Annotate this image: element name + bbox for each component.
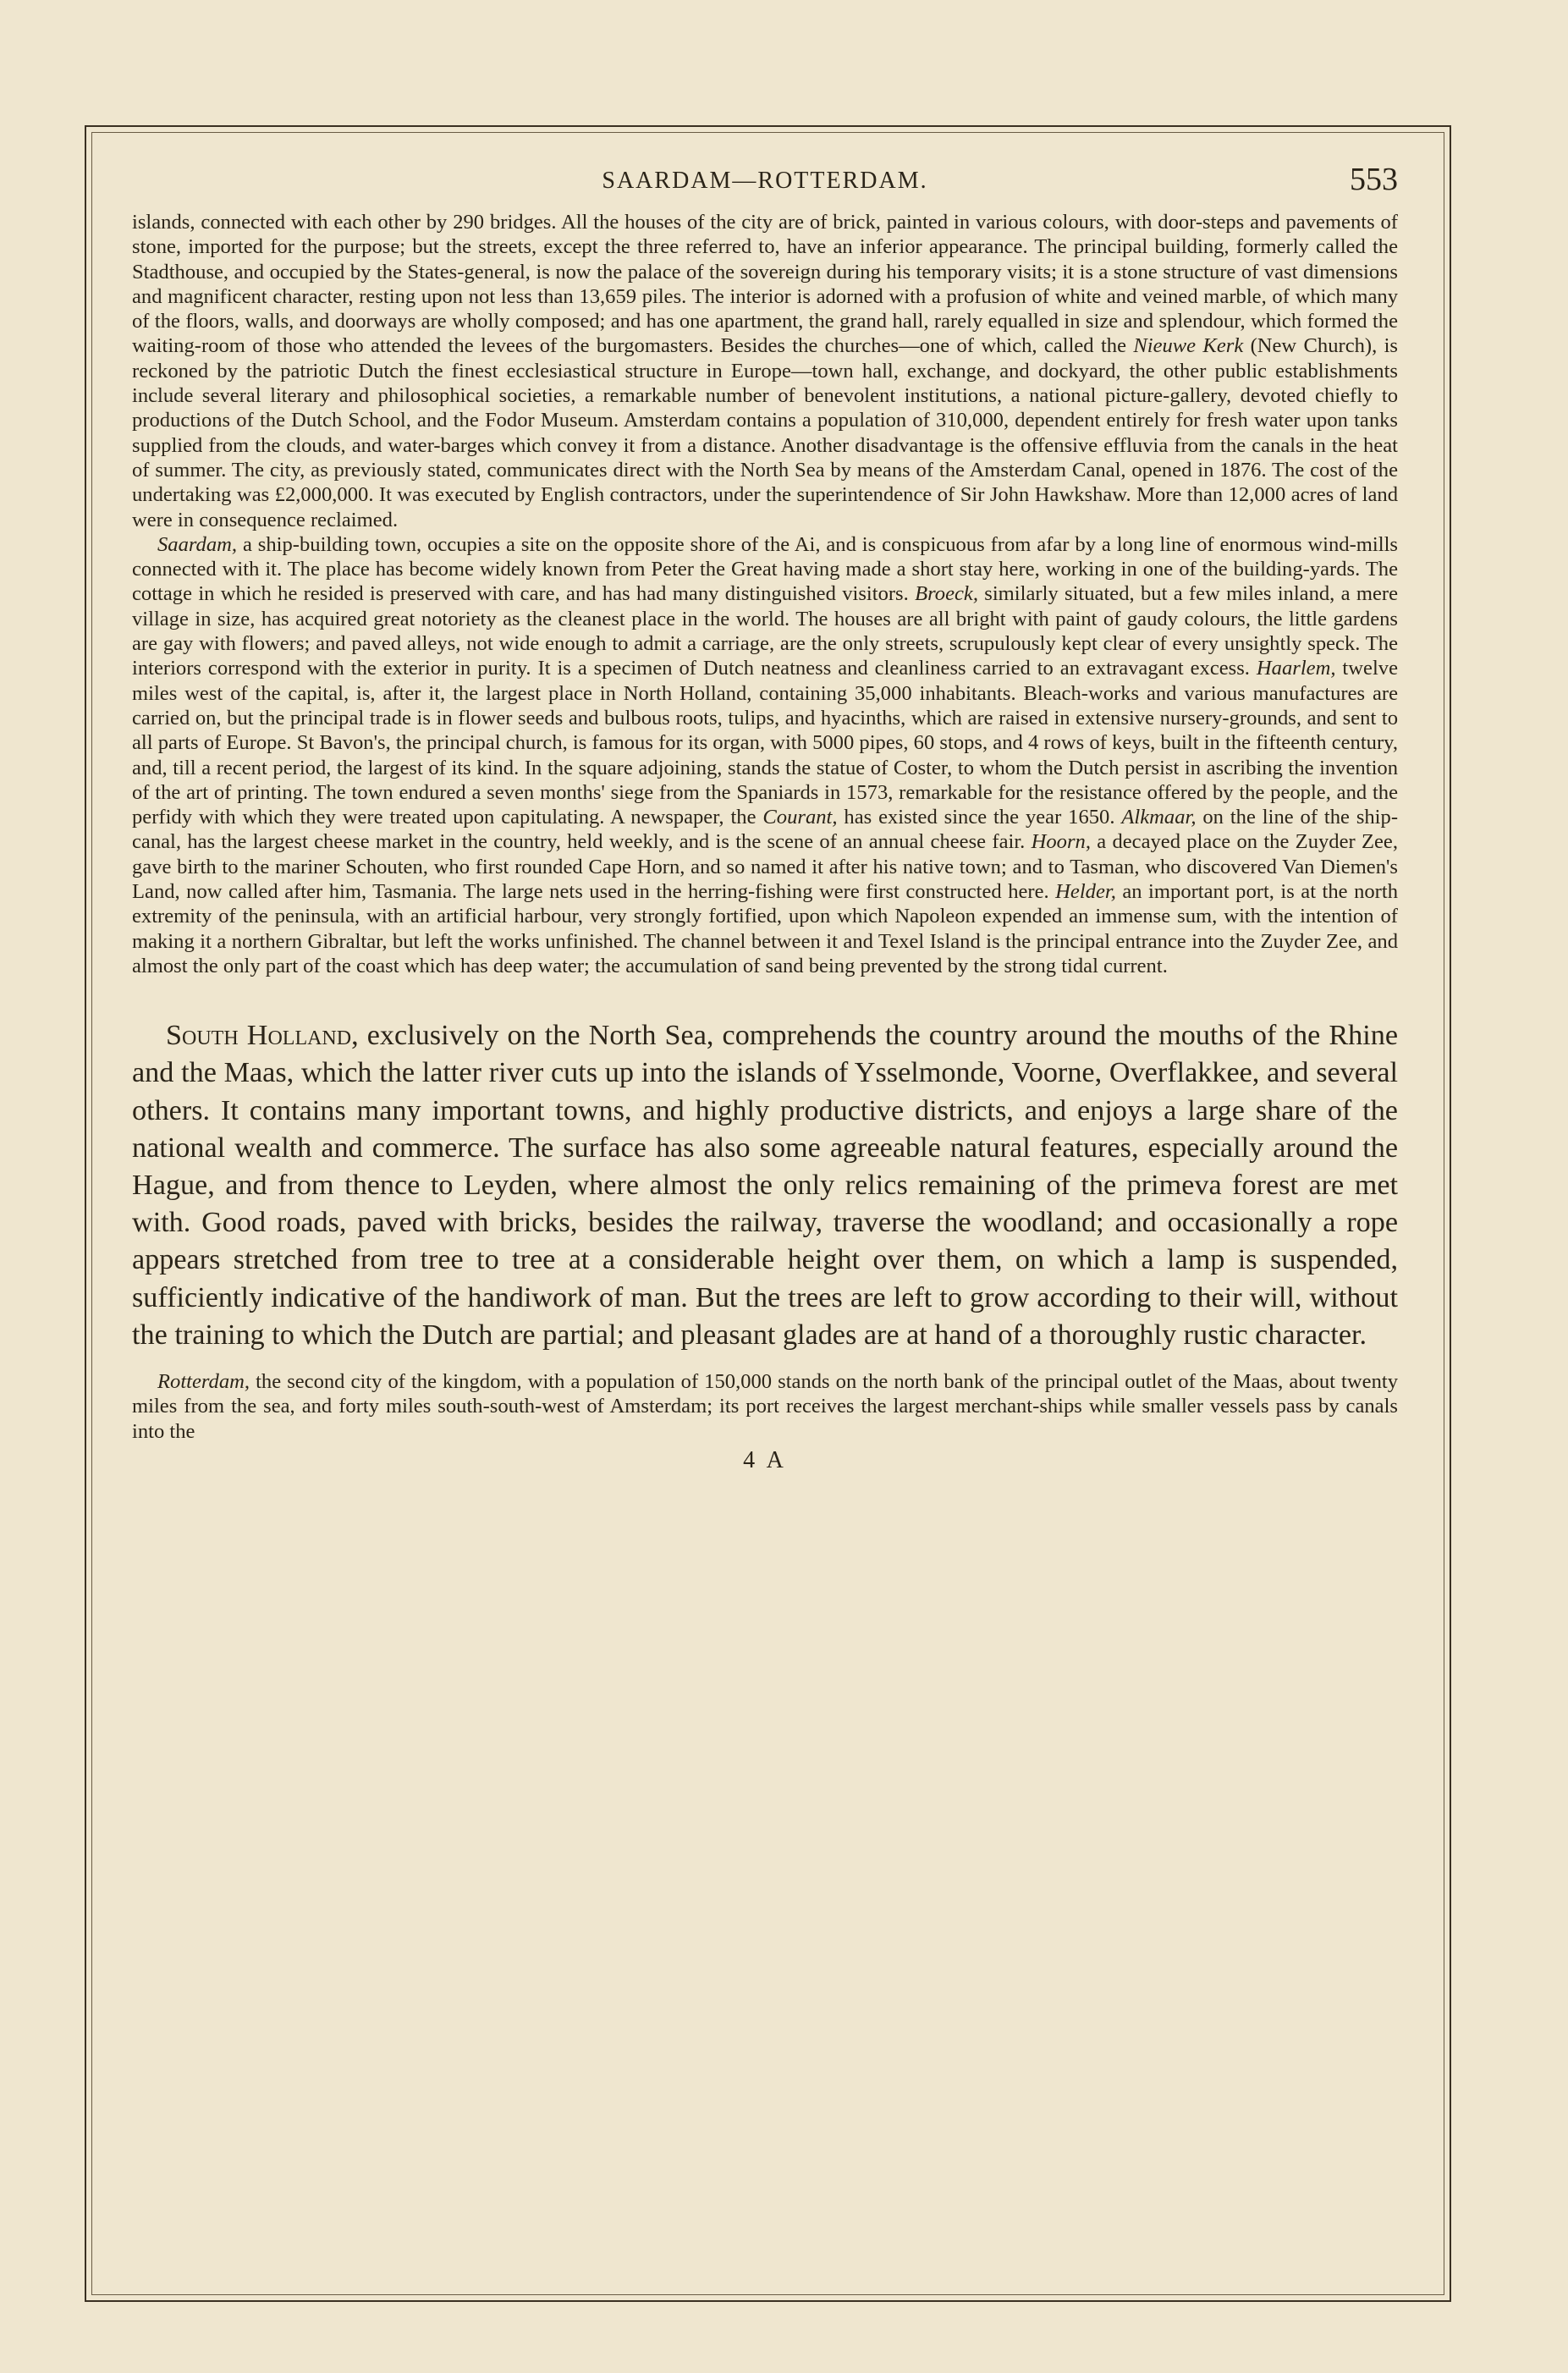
text-run: similarly situated, but a few miles inland, a mere village in size, has acquired great notoriety as the cleanest place in the world. The houses are all bright with paint of gaudy colours, the little gardens are gay with flowers; and paved alleys, not wide enough to admit a carriage, are the only streets, scrupulously kept clear of every unsightly speck. The interiors correspond with the exterior in purity. It is a specimen of Dutch neatness and cleanliness carried to an extravagant excess. — [132, 582, 1398, 680]
paragraph-amsterdam — [132, 210, 1398, 532]
small-text-section-rotterdam — [132, 1369, 1398, 1444]
running-title: SAARDAM—ROTTERDAM. — [602, 168, 928, 194]
text-run: (New Church), is reckoned by the patriotic Dutch the finest ecclesiastical structure in Europe—town hall, exchange, and dockyard, the other public establishments include several literary and philosophical societies, a remarkable number of benevolent institutions, a national picture-gallery, devoted chiefly to productions of the Dutch School, and the Fodor Museum. Amsterdam contains a population of 310,000, dependent entirely for fresh water upon tanks supplied from the clouds, and water-barges which convey it from a distance. Another disadvantage is the offensive effluvia from the canals in the heat of summer. The city, as previously stated, communicates direct with the North Sea by means of the Amsterdam Canal, opened in 1876. The cost of the undertaking was £2,000,000. It was executed by English contractors, under the superintendence of Sir John Hawkshaw. More than 12,000 acres of land were in consequence reclaimed. — [132, 334, 1398, 531]
signature-mark: 4 A — [743, 1446, 787, 1473]
text-run: on the line of the ship-canal, has the largest cheese market in the country, held weekly, and is the scene of an annual cheese fair. — [132, 806, 1399, 854]
italic-broeck: Broeck, — [915, 582, 978, 606]
page-number: 553 — [1350, 162, 1398, 197]
paragraph-south-holland — [132, 1017, 1398, 1354]
text-run: has existed since the year 1650. — [837, 806, 1122, 829]
italic-saardam: Saardam, — [157, 532, 238, 556]
italic-courant: Courant, — [762, 806, 838, 829]
text-run: a decayed place on the Zuyder Zee, gave birth to the mariner Schouten, who first rounded Cape Horn, and so named it after his native town; and to Tasman, who discovered Van Diemen's Land, now called after him, Tasmania. The large nets used in the herring-fishing were first constructed here. — [132, 830, 1398, 904]
small-text-section — [132, 210, 1398, 978]
text-run: islands, connected with each other by 290 bridges. All the houses of the city are of brick, painted in various colours, with door-steps and pavements of stone, imported for the purpose; but the streets, except the three referred to, have an inferior appearance. The principal building, formerly called the Stadthouse, and occupied by the States-general, is now the palace of the sovereign during his temporary visits; it is a stone structure of vast dimensions and magnificent character, resting upon not less than 13,659 piles. The interior is adorned with a profusion of white and veined marble, of which many of the floors, walls, and doorways are wholly composed; and has one apartment, the grand hall, rarely equalled in size and splendour, which formed the waiting-room of those who attended the levees of the burgomasters. Besides the churches—one of which, called the — [132, 211, 1398, 358]
paragraph-rotterdam — [132, 1369, 1398, 1444]
paragraph-north-holland-towns — [132, 532, 1398, 978]
italic-haarlem: Haarlem, — [1256, 657, 1336, 680]
running-head — [132, 159, 1398, 210]
large-text-section — [132, 1017, 1398, 1354]
italic-nieuwe-kerk: Nieuwe Kerk — [1133, 334, 1244, 358]
text-run: twelve miles west of the capital, is, after it, the largest place in North Holland, containing 35,000 inhabitants. Bleach-works and various manufactures are carried on, but the principal trade is in flower seeds and bulbous roots, tulips, and hyacinths, which are raised in extensive nursery-grounds, and sent to all parts of Europe. St Bavon's, the principal church, is famous for its organ, with 5000 pipes, 60 stops, and 4 rows of keys, built in the fifteenth century, and, till a recent period, the largest of its kind. In the square adjoining, stands the statue of Coster, to whom the Dutch persist in ascribing the invention of the art of printing. The town endured a seven months' siege from the Spaniards in 1573, remarkable for the resistance offered by the people, and the perfidy with which they were treated upon capitulating. A newspaper, the — [132, 657, 1398, 829]
italic-alkmaar: Alkmaar, — [1121, 806, 1197, 829]
italic-helder: Helder, — [1055, 880, 1116, 904]
text-run: a ship-building town, occupies a site on the opposite shore of the Ai, and is conspicuous from afar by a long line of enormous wind-mills connected with it. The place has become widely known from Peter the Great having made a short stay here, working in one of the building-yards. The cottage in which he resided is preserved with care, and has had many distinguished visitors. — [132, 532, 1398, 606]
text-run: the second city of the kingdom, with a population of 150,000 stands on the north bank of the principal outlet of the Maas, about twenty miles from the sea, and forty miles south-south-west of Amsterdam; its port receives the largest merchant-ships while smaller vessels pass by canals into the — [132, 1370, 1398, 1443]
text-run: an important port, is at the north extremity of the peninsula, with an artificial harbour, very strongly fortified, upon which Napoleon expended an immense sum, with the intention of making it a northern Gibraltar, but left the works unfinished. The channel between it and Texel Island is the principal entrance into the Zuyder Zee, and almost the only part of the coast which has deep water; the accumulation of sand being prevented by the strong tidal current. — [132, 880, 1398, 977]
text-run: exclusively on the North Sea, comprehends the country around the mouths of the Rhine and the Maas, which the latter river cuts up into the islands of Ysselmonde, Voorne, Overflakkee, and several others. It contains many important towns, and highly productive districts, and enjoys a large share of the national wealth and commerce. The surface has also some agreeable natural features, especially around the Hague, and from thence to Leyden, where almost the only relics remaining of the primeva forest are met with. Good roads, paved with bricks, besides the railway, traverse the woodland; and occasionally a rope appears stretched from tree to tree at a considerable height over them, on which a lamp is suspended, sufficiently indicative of the handiwork of man. But the trees are left to grow according to their will, without the training to which the Dutch are partial; and pleasant glades are at hand of a thoroughly rustic character. — [132, 1020, 1398, 1351]
italic-hoorn: Hoorn, — [1031, 830, 1091, 854]
page-content — [132, 159, 1398, 1474]
section-lead-south-holland: South Holland, — [166, 1020, 359, 1052]
italic-rotterdam: Rotterdam, — [157, 1370, 250, 1394]
